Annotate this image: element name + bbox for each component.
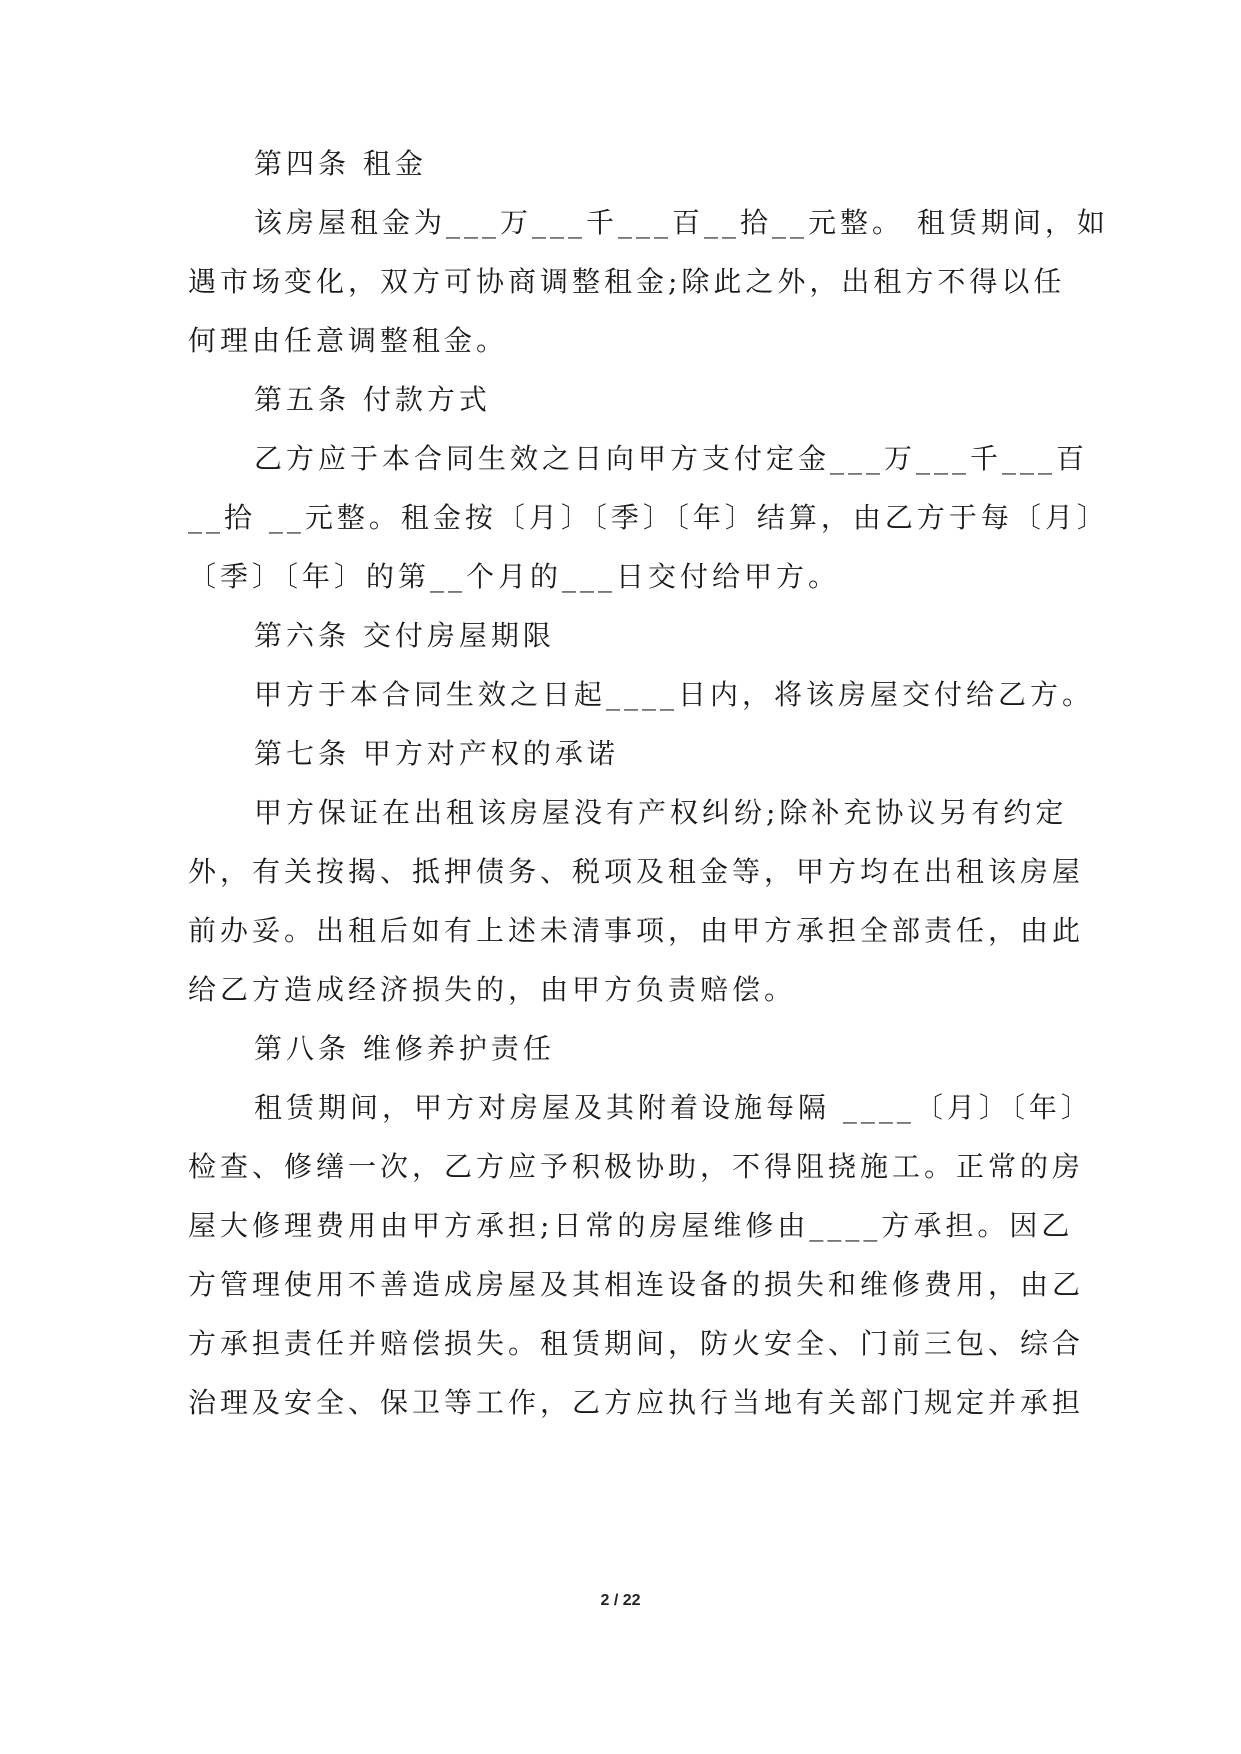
paragraph-line: 何理由任意调整租金。 <box>188 324 509 357</box>
paragraph-line: 乙方应于本合同生效之日向甲方支付定金___万___千___百 <box>254 442 1089 475</box>
article-7-heading: 第七条 甲方对产权的承诺 <box>254 737 619 770</box>
paragraph-line: 〔季〕〔年〕的第__个月的___日交付给甲方。 <box>188 560 841 593</box>
paragraph-line: 方管理使用不善造成房屋及其相连设备的损失和维修费用，由乙 <box>188 1268 1085 1301</box>
paragraph-line: 租赁期间，甲方对房屋及其附着设施每隔 ____〔月〕〔年〕 <box>254 1091 1093 1124</box>
article-5-heading: 第五条 付款方式 <box>254 383 491 416</box>
paragraph-line: 外，有关按揭、抵押债务、税项及租金等，甲方均在出租该房屋 <box>188 855 1085 888</box>
page-number: 2 / 22 <box>600 1592 641 1609</box>
paragraph-line: 甲方于本合同生效之日起____日内，将该房屋交付给乙方。 <box>254 678 1095 711</box>
paragraph-line: 前办妥。出租后如有上述未清事项，由甲方承担全部责任，由此 <box>188 914 1085 947</box>
article-8-heading: 第八条 维修养护责任 <box>254 1032 555 1065</box>
article-4-heading: 第四条 租金 <box>254 147 427 180</box>
paragraph-line: __拾 __元整。租金按〔月〕〔季〕〔年〕结算，由乙方于每〔月〕 <box>188 501 1109 534</box>
paragraph-line: 甲方保证在出租该房屋没有产权纠纷;除补充协议另有约定 <box>254 796 1068 829</box>
paragraph-line: 该房屋租金为___万___千___百__拾__元整。 租赁期间，如 <box>254 206 1109 239</box>
paragraph-line: 给乙方造成经济损失的，由甲方负责赔偿。 <box>188 973 797 1006</box>
paragraph-line: 屋大修理费用由甲方承担;日常的房屋维修由____方承担。因乙 <box>188 1209 1074 1242</box>
paragraph-line: 遇市场变化，双方可协商调整租金;除此之外，出租方不得以任 <box>188 265 1066 298</box>
article-6-heading: 第六条 交付房屋期限 <box>254 619 555 652</box>
paragraph-line: 检查、修缮一次，乙方应予积极协助，不得阻挠施工。正常的房 <box>188 1150 1085 1183</box>
paragraph-line: 治理及安全、保卫等工作，乙方应执行当地有关部门规定并承担 <box>188 1386 1085 1419</box>
paragraph-line: 方承担责任并赔偿损失。租赁期间，防火安全、门前三包、综合 <box>188 1327 1085 1360</box>
